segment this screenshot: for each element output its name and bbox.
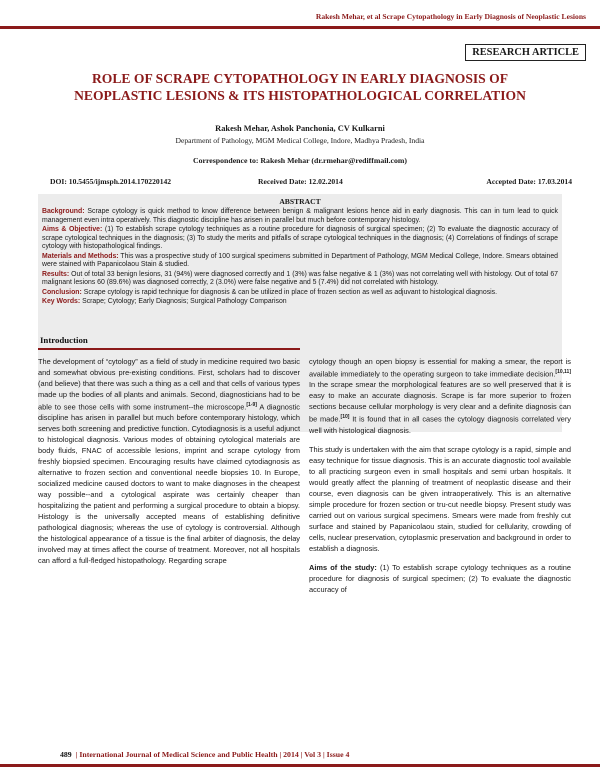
aims-study-label: Aims of the study: [309,562,377,572]
citation-10-11[interactable]: [10,11] [555,369,571,375]
title-line-2: NEOPLASTIC LESIONS & ITS HISTOPATHOLOGICAL CORRELATION [74,88,526,103]
methods-text: This was a prospective study of 100 surgical specimens submitted in Department of Pathology, MGM Medical College, Indore. Smears obtained were stained with Papanicolaou Stain & studied. [42,252,559,268]
abstract-background [42,208,558,225]
abstract-results [42,271,558,288]
conclusion-label: Conclusion: [42,288,82,296]
journal-info: | International Journal of Medical Science and Public Health | 2014 | Vol 3 | Issue 4 [75,750,350,759]
right-paragraph-2: This study is undertaken with the aim that scrape cytology is a rapid, simple and easy technique for tissue diagnosis. This is an accurate diagnostic tool available to all practicing surgeon even in small hospitals and semi urban hospitals. It would greatly affect the planning of treatment of neoplastic disease and their course, even diagnosis can be given intraoperatively. This is an alternative simple procedure for frozen section or tru-cut needle biopsy. Present study was carried out on various surgical specimens. Smears were made from freshly cut surface and stained by Papanicolaou stain, studied for cellularity, crowding of cells, nuclear preservation, cytoplasmic preservation and background in order to establish a diagnosis. [309,444,571,553]
paper-title [20,70,580,104]
abstract-aims [42,226,558,252]
accepted-date: Accepted Date: 17.03.2014 [486,177,572,186]
conclusion-text: Scrape cytology is rapid technique for diagnosis & can be utilized in place of frozen section as well as adjuvant to histological diagnosis. [83,288,498,296]
keywords-text: Scrape; Cytology; Early Diagnosis; Surgical Pathology Comparison [82,298,287,305]
intro-text-b: A diagnostic discipline has arisen in parallel but much before contemporary histology, which serves both screening and predictive function. Cytodiagnosis is a useful adjunct to histological diagnosis. Various modes of obtaining cytological materials are body fluids, FNAC of accessible lesions, imprint and scrape cytology from freshly biopsied specimen. Encouraging results have claimed cytodiagnosis as alternative to frozen section and conventional needle biopsies 10. In Europe, socialized medicine caused doctors to want to make diagnoses in the cheapest way possible--and a cytological aspirate was certainly cheaper than hospitalizing the patient and performing a surgical procedure to obtain a biopsy. Histology is the universally accepted means of establishing definitive pathological diagnosis; whereas the use of cytology is controversial. Although the histological appearance of a tissue is the final arbiter of diagnosis, the delay involved may at times affect the course of treatment. Moreover, not all hospitals can afford a full-fledged histopathology. Regarding scrape [38,402,301,566]
article-type-badge: RESEARCH ARTICLE [465,44,586,61]
citation-10[interactable]: [10] [340,414,350,421]
title-line-1: ROLE OF SCRAPE CYTOPATHOLOGY IN EARLY DIAGNOSIS OF [91,71,509,86]
abstract-methods [42,253,558,270]
right-paragraph-1 [309,356,571,436]
background-text: Scrape cytology is quick method to know difference between benign & malignant lesions hence aid in early diagnosis. This can in turn lead to quick management even intra operatively. This diagnostic discipline has arisen in parallel but much before contemporary histology. [42,208,559,224]
aims-text: (1) To establish scrape cytology techniques as a routine procedure for diagnosis of surgical specimen; (2) To evaluate the diagnostic accuracy of scrape cytological techniques in the diagnosis; (3) To study the merits and pitfalls of scrape cytological techniques in the diagnosis; (4) Correlations of findings of scrape cytology with histopathological findings. [42,226,558,250]
received-date: Received Date: 12.02.2014 [258,177,343,186]
right-text-b: In the scrape smear the morphological features are so well preserved that it is easy to make an accurate diagnosis. Scrape is far more superior to frozen sections because cellular morphology is very clear and a definite diagnosis can be made. [309,380,571,424]
intro-text-a: The development of “cytology” as a field of study in medicine required two basic and somewhat obvious pre-existing conditions. First, scholars had to discover (and believe) that there was such a thing as a cell and that cells of various types made up the bodies of all plants and animals. Second, diagnosticians had to be able to see those cells with some instrument--the microscope. [38,357,300,412]
aims-of-study [309,562,571,595]
intro-paragraph [38,356,300,566]
running-head: Rakesh Mehar, et al Scrape Cytopathology in Early Diagnosis of Neoplastic Lesions [315,12,586,21]
footer [60,750,349,759]
doi[interactable]: DOI: 10.5455/ijmsph.2014.170220142 [50,177,172,186]
aims-study-text: (1) To establish scrape cytology techniques as a routine procedure for diagnosis of surgical specimen; (2) To evaluate the diagnostic accuracy of [309,562,571,594]
right-text-c: It is found that in all cases the cytology diagnosis correlated very well with histological diagnosis. [309,414,571,435]
methods-label: Materials and Methods: [42,252,119,260]
correspondence: Correspondence to: Rakesh Mehar (dr.rmehar@rediffmail.com) [193,156,407,165]
aims-label: Aims & Objective: [42,226,103,233]
results-text: Out of total 33 benign lesions, 31 (94%) were diagnosed correctly and 1 (3%) was false negative & 1 (3%) was not correlating well with histology. Out of total 67 malignant lesions 60 (89.6%) was diagnosed correctly, 2 (3.0%) were false negative and 5 (7.4%) did not correlated with histology. [42,270,558,286]
abstract-heading: ABSTRACT [279,197,321,206]
left-column [38,356,300,566]
introduction-heading: Introduction [40,335,88,345]
introduction-heading-bar [38,330,300,350]
citation-1-9[interactable]: [1-9] [246,402,257,408]
abstract-conclusion [42,289,558,298]
background-label: Background: [42,208,85,215]
authors: Rakesh Mehar, Ashok Panchonia, CV Kulkarni [215,124,385,133]
top-rule [0,26,600,29]
right-text-a: cytology though an open biopsy is essential for making a smear, the report is available immediately to the operating surgeon to take immediate decision. [309,357,571,379]
affiliation: Department of Pathology, MGM Medical College, Indore, Madhya Pradesh, India [175,136,425,145]
page-number: 489 [60,750,72,759]
keywords-label: Key Words: [42,298,81,305]
abstract-keywords [42,298,558,307]
right-column [309,356,571,595]
bottom-rule [0,764,600,767]
results-label: Results: [42,270,70,278]
